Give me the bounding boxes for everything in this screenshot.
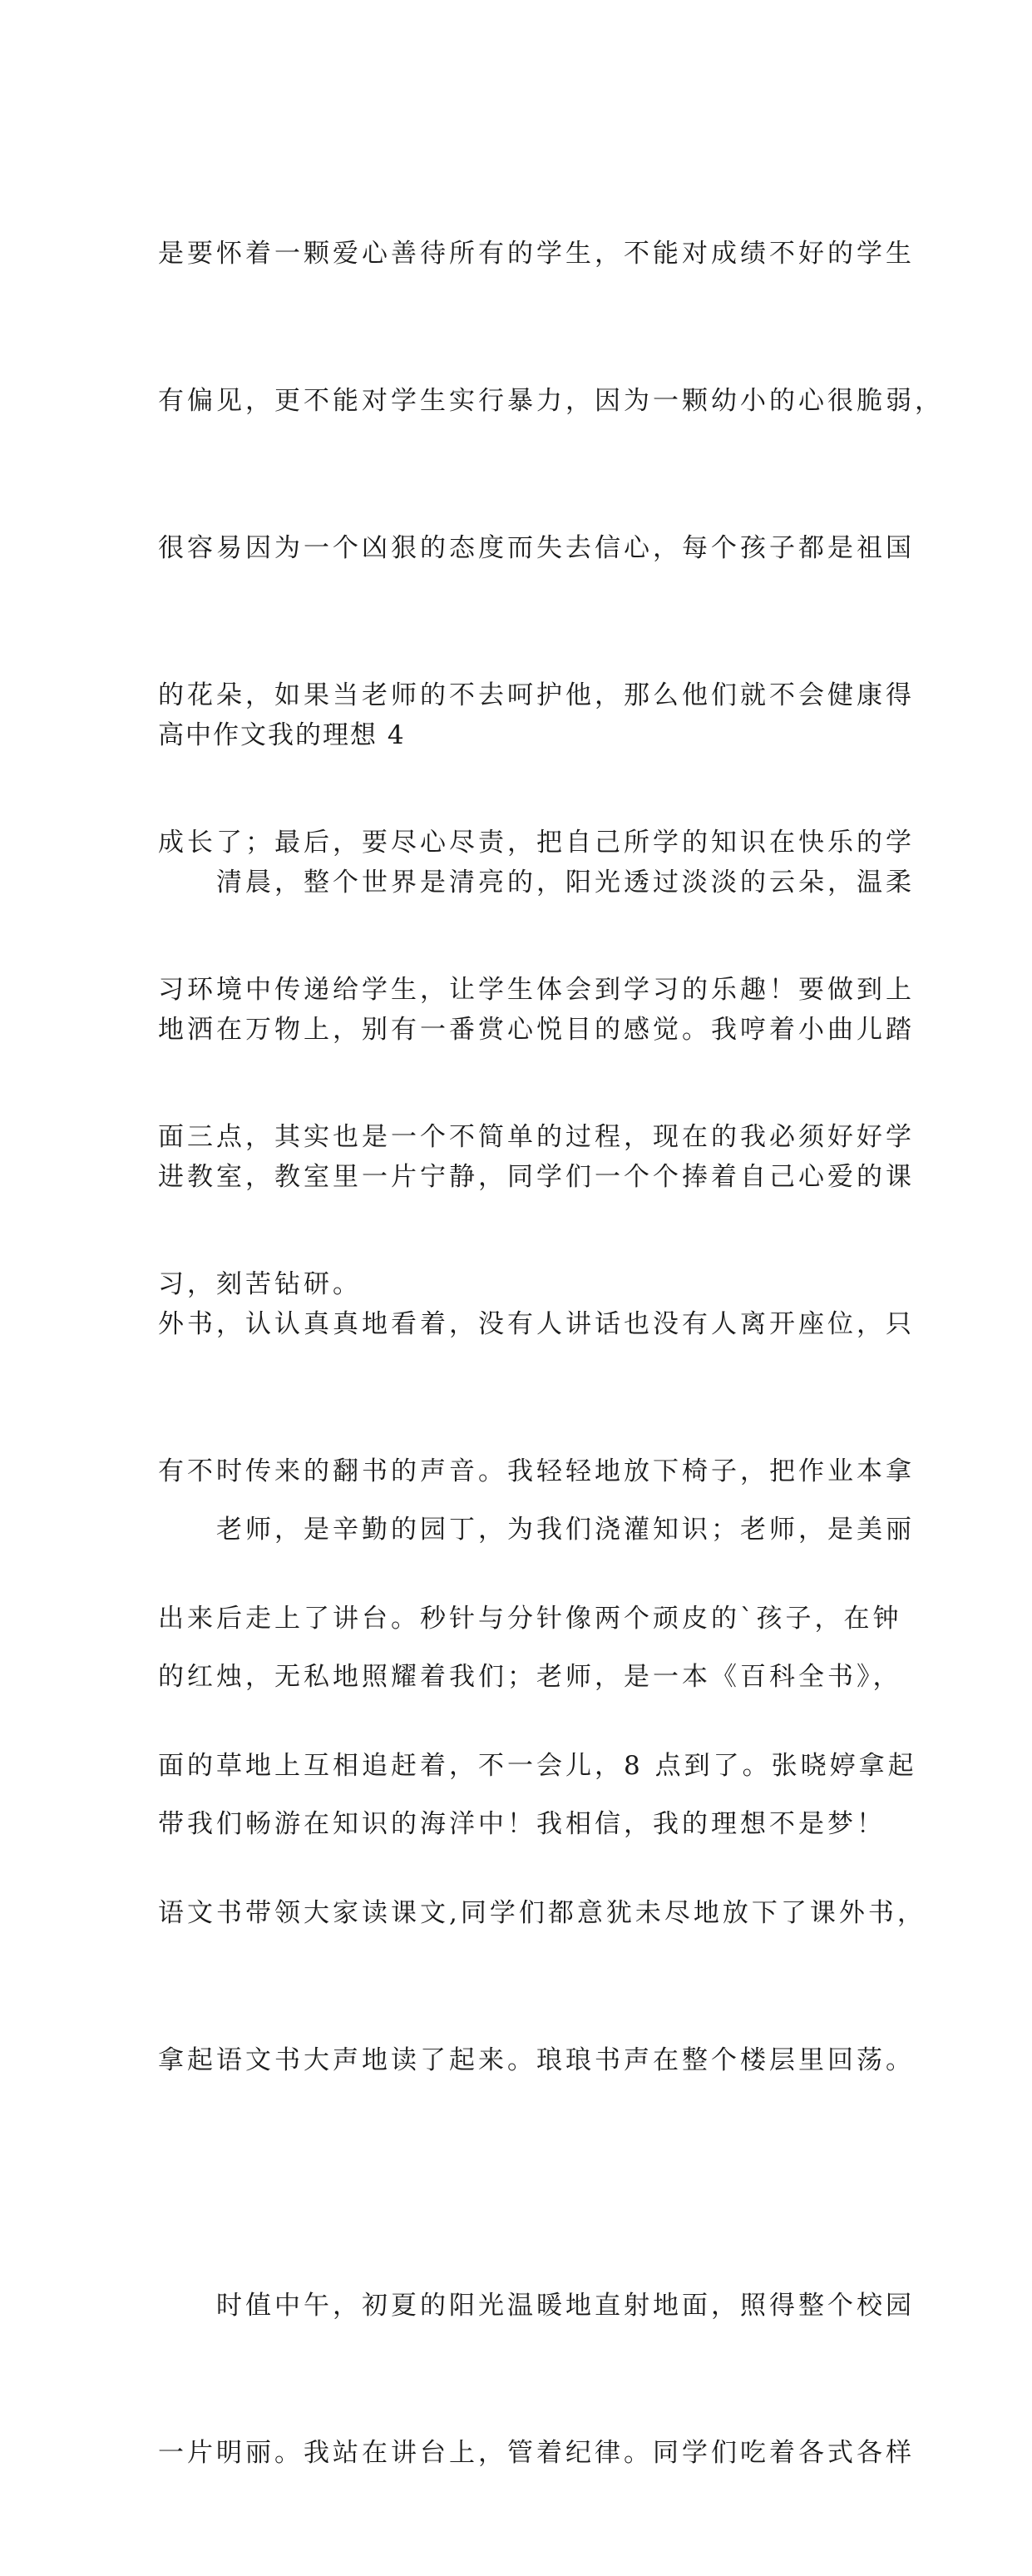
text-block-2 xyxy=(158,760,926,2576)
paragraph xyxy=(158,2183,915,2576)
text-line: 清晨，整个世界是清亮的，阳光透过淡淡的云朵，温柔 xyxy=(158,868,915,897)
text-line: 的红烛，无私地照耀着我们；老师，是一本《百科全书》， xyxy=(158,1662,902,1692)
text-line: 是要怀着一颗爱心善待所有的学生，不能对成绩不好的学生 xyxy=(158,239,915,269)
text-line: 拿起语文书大声地读了起来。琅琅书声在整个楼层里回荡。 xyxy=(158,2045,915,2075)
paragraph xyxy=(158,760,926,2183)
text-line: 语文书带领大家读课文,同学们都意犹未尽地放下了课外书， xyxy=(158,1898,926,1928)
section-heading: 高中作文我的理想 4 xyxy=(158,720,406,750)
text-line: 老师，是辛勤的园丁，为我们浇灌知识；老师，是美丽 xyxy=(158,1515,915,1545)
text-line: 出来后走上了讲台。秒针与分针像两个顽皮的`孩子，在钟 xyxy=(158,1604,902,1634)
text-line: 地洒在万物上，别有一番赏心悦目的感觉。我哼着小曲儿踏 xyxy=(158,1015,915,1045)
text-line: 带我们畅游在知识的海洋中！我相信，我的理想不是梦！ xyxy=(158,1809,886,1839)
text-line: 时值中午，初夏的阳光温暖地直射地面，照得整个校园 xyxy=(158,2291,915,2321)
text-line: 面的草地上互相追赶着，不一会儿，8 点到了。张晓婷拿起 xyxy=(158,1751,917,1781)
text-line: 有不时传来的翻书的声音。我轻轻地放下椅子，把作业本拿 xyxy=(158,1456,915,1486)
text-line: 习，刻苦钻研。 xyxy=(158,1269,362,1299)
text-line: 一片明丽。我站在讲台上，管着纪律。同学们吃着各式各样 xyxy=(158,2438,915,2468)
text-line: 成长了；最后，要尽心尽责，把自己所学的知识在快乐的学 xyxy=(158,828,915,858)
text-line: 的花朵，如果当老师的不去呵护他，那么他们就不会健康得 xyxy=(158,680,915,710)
text-line: 外书，认认真真地看着，没有人讲话也没有人离开座位，只 xyxy=(158,1309,915,1339)
text-line: 进教室，教室里一片宁静，同学们一个个捧着自己心爱的课 xyxy=(158,1162,915,1192)
text-line: 习环境中传递给学生，让学生体会到学习的乐趣！要做到上 xyxy=(158,975,915,1005)
section-heading-block xyxy=(158,711,890,760)
text-line: 面三点，其实也是一个不简单的过程，现在的我必须好好学 xyxy=(158,1122,915,1152)
text-line: 很容易因为一个凶狠的态度而失去信心，每个孩子都是祖国 xyxy=(158,533,915,563)
text-line: 有偏见，更不能对学生实行暴力，因为一颗幼小的心很脆弱， xyxy=(158,386,944,416)
